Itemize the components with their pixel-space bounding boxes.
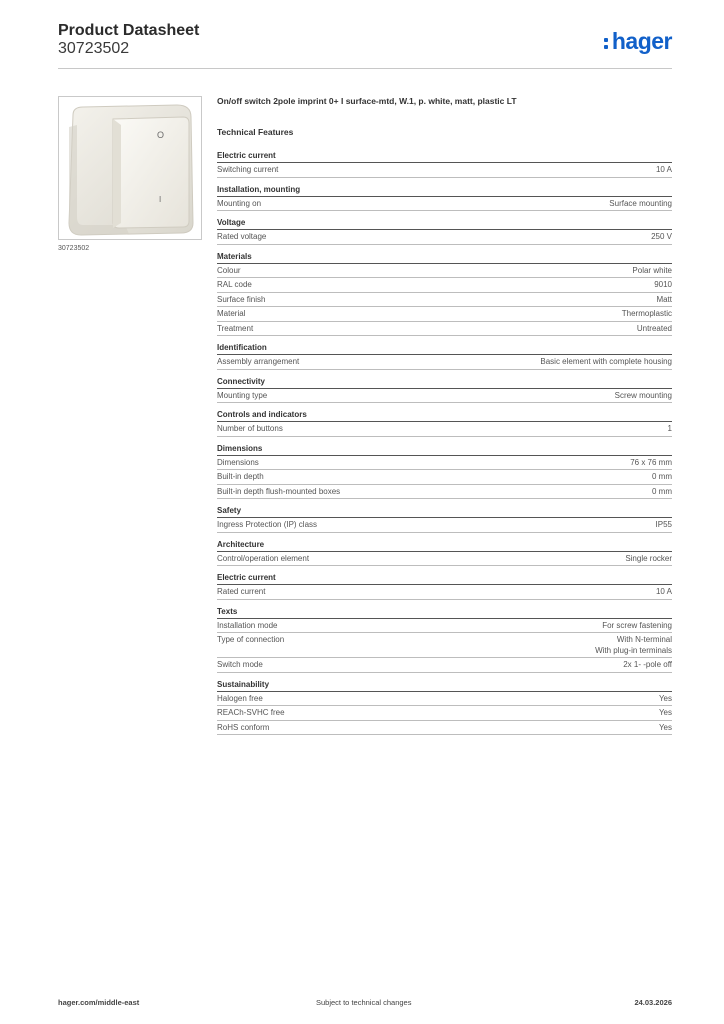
spec-row [217, 293, 672, 308]
spec-section [217, 185, 672, 212]
spec-value: Untreated [636, 323, 672, 333]
spec-section [217, 506, 672, 533]
spec-label: Switch mode [217, 660, 263, 669]
section-title: Connectivity [217, 377, 672, 389]
spec-value: Basic element with complete housing [540, 357, 672, 366]
section-title: Safety [217, 506, 672, 518]
spec-label: Mounting type [217, 390, 268, 400]
spec-section [217, 444, 672, 500]
spec-row [217, 322, 672, 337]
spec-row [217, 389, 672, 404]
spec-label: Number of buttons [217, 424, 283, 433]
section-title: Electric current [217, 573, 672, 585]
spec-label: Installation mode [217, 620, 278, 630]
spec-row [217, 278, 672, 293]
spec-label: Rated current [217, 587, 266, 596]
page-header [58, 20, 672, 70]
spec-row [217, 230, 672, 245]
spec-value: Yes [658, 693, 672, 703]
spec-value: Yes [658, 722, 672, 732]
spec-value: 9010 [654, 280, 672, 289]
spec-row [217, 692, 672, 707]
spec-label: RAL code [217, 280, 252, 289]
spec-label: REACh-SVHC free [217, 708, 285, 717]
spec-label: Type of connection [217, 635, 285, 644]
section-title: Identification [217, 343, 672, 355]
spec-row [217, 355, 672, 370]
spec-section [217, 218, 672, 245]
footer-note: Subject to technical changes [316, 998, 412, 1007]
spec-section [217, 607, 672, 673]
technical-features-heading: Technical Features [217, 127, 294, 137]
spec-label: Colour [217, 265, 241, 275]
spec-row [217, 422, 672, 437]
spec-section [217, 410, 672, 437]
spec-section [217, 573, 672, 600]
spec-row [217, 585, 672, 600]
spec-row [217, 470, 672, 485]
spec-value: 1 [667, 424, 672, 433]
spec-value: 0 mm [652, 486, 672, 496]
spec-section [217, 343, 672, 370]
spec-value: Polar white [632, 265, 672, 275]
spec-value: Matt [656, 294, 672, 304]
spec-sections [217, 151, 672, 735]
spec-value: Surface mounting [609, 198, 672, 208]
spec-value: Screw mounting [614, 390, 672, 400]
spec-label: Material [217, 309, 246, 318]
spec-label: Rated voltage [217, 232, 267, 241]
spec-content [217, 96, 672, 742]
spec-value: IP55 [655, 520, 672, 529]
symbol-on-label: O [157, 130, 165, 140]
spec-row [217, 307, 672, 322]
product-description: On/off switch 2pole imprint 0+ I surface-mtd, W.1, p. white, matt, plastic LT [217, 96, 517, 106]
spec-row [217, 264, 672, 279]
spec-section [217, 151, 672, 178]
image-caption: 30723502 [58, 245, 90, 252]
hager-logo [604, 28, 672, 55]
spec-value: 2x 1- -pole off [623, 660, 672, 669]
section-title: Sustainability [217, 680, 672, 692]
spec-value: 10 A [655, 165, 672, 174]
section-title: Texts [217, 607, 672, 619]
footer-date: 24.03.2026 [634, 998, 672, 1007]
spec-section [217, 377, 672, 404]
spec-value: 0 mm [652, 472, 672, 481]
spec-row [217, 197, 672, 212]
section-title: Architecture [217, 540, 672, 552]
spec-label: Built-in depth [217, 472, 264, 481]
spec-section [217, 252, 672, 337]
spec-row [217, 552, 672, 567]
spec-value: 10 A [655, 587, 672, 596]
spec-label: Control/operation element [217, 553, 310, 563]
spec-row [217, 619, 672, 634]
spec-row [217, 485, 672, 500]
document-number: 30723502 [58, 40, 130, 57]
section-title: Controls and indicators [217, 410, 672, 422]
document-title: Product Datasheet [58, 22, 200, 39]
section-title: Installation, mounting [217, 185, 672, 197]
spec-value: For screw fastening [602, 620, 672, 630]
spec-value: With N-terminal With plug-in terminals [595, 635, 672, 655]
spec-label: RoHS conform [217, 722, 270, 732]
section-title: Electric current [217, 151, 672, 163]
section-title: Materials [217, 252, 672, 264]
spec-label: Assembly arrangement [217, 357, 300, 366]
spec-row [217, 721, 672, 736]
symbol-off-label: I [159, 195, 162, 204]
spec-label: Mounting on [217, 198, 262, 208]
spec-row [217, 633, 672, 658]
spec-row [217, 163, 672, 178]
spec-label: Ingress Protection (IP) class [217, 520, 318, 529]
spec-label: Built-in depth flush-mounted boxes [217, 486, 341, 496]
spec-label: Switching current [217, 165, 279, 174]
spec-label: Surface finish [217, 294, 266, 304]
section-title: Voltage [217, 218, 672, 230]
spec-label: Dimensions [217, 457, 259, 467]
spec-value: 76 x 76 mm [630, 457, 672, 467]
spec-value: Yes [658, 708, 672, 717]
spec-value: Single rocker [625, 553, 672, 563]
section-title: Dimensions [217, 444, 672, 456]
header-divider [58, 68, 672, 69]
spec-label: Halogen free [217, 693, 263, 703]
spec-row [217, 706, 672, 721]
footer-website: hager.com/middle-east [58, 998, 140, 1007]
spec-row [217, 456, 672, 471]
logo-text: hager [611, 28, 672, 54]
spec-row [217, 658, 672, 673]
logo-dots-icon [604, 34, 610, 50]
spec-section [217, 540, 672, 567]
spec-label: Treatment [217, 323, 254, 333]
spec-section [217, 680, 672, 736]
switch-illustration [59, 97, 201, 239]
product-image [58, 96, 202, 240]
spec-row [217, 518, 672, 533]
spec-value: 250 V [651, 232, 672, 241]
spec-value: Thermoplastic [621, 309, 672, 318]
